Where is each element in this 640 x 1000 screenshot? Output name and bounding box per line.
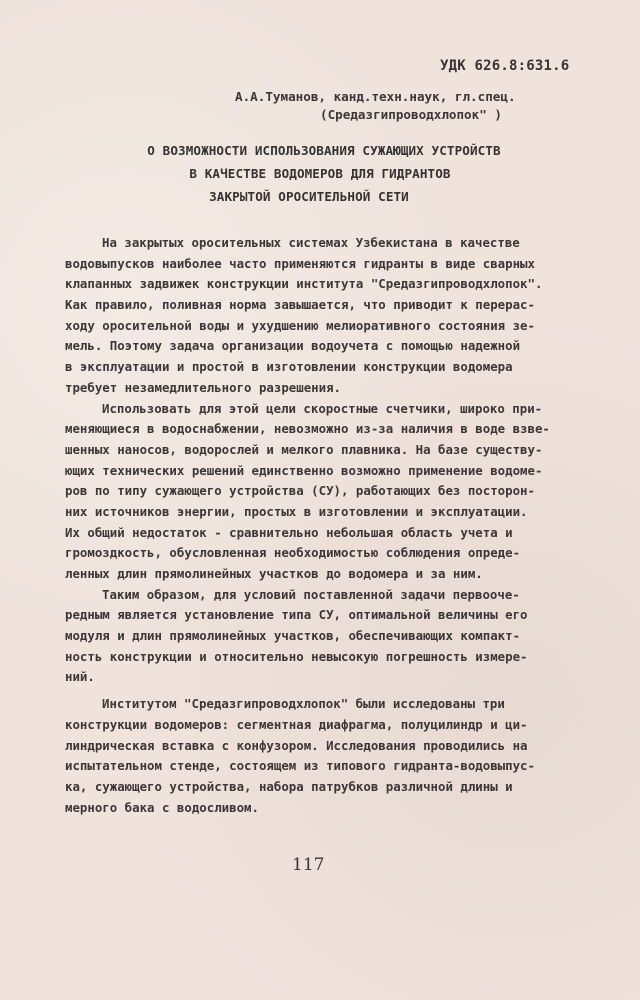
- text-line: ющих технических решений единственно возможно применение водоме-: [65, 462, 543, 478]
- text-line: в эксплуатации и простой в изготовлении конструкции водомера: [65, 359, 513, 375]
- text-line: Их общий недостаток - сравнительно небольшая область учета и: [65, 524, 513, 540]
- page-number: 117: [292, 855, 325, 875]
- text-line: громоздкость, обусловленная необходимостью соблюдения опреде-: [65, 545, 521, 561]
- title-line-1: О ВОЗМОЖНОСТИ ИСПОЛЬЗОВАНИЯ СУЖАЮЩИХ УСТРОЙСТВ: [147, 143, 501, 158]
- text-line: шенных наносов, водорослей и мелкого плавника. На базе существу-: [65, 441, 543, 457]
- text-line: Институтом "Средазгипроводхлопок" были исследованы три: [102, 696, 505, 712]
- text-line: мерного бака с водосливом.: [65, 799, 259, 815]
- text-line: редным является установление типа СУ, оптимальной величины его: [65, 607, 528, 623]
- text-line: мель. Поэтому задача организации водоучета с помощью надежной: [65, 338, 521, 354]
- text-line: меняющиеся в водоснабжении, невозможно из-за наличия в воде взве-: [65, 421, 550, 437]
- text-line: Как правило, поливная норма завышается, что приводит к перерас-: [65, 297, 535, 313]
- paragraph-1: [65, 233, 625, 399]
- text-line: ность конструкции и относительно невысокую погрешность измере-: [65, 648, 528, 664]
- article-title: [0, 139, 640, 208]
- text-line: них источников энергии, простых в изготовлении и эксплуатации.: [65, 503, 528, 519]
- title-line-3: ЗАКРЫТОЙ ОРОСИТЕЛЬНОЙ СЕТИ: [209, 189, 409, 204]
- text-line: водовыпусков наиболее часто применяются гидранты в виде сварных: [65, 255, 535, 271]
- text-line: линдрическая вставка с конфузором. Исследования проводились на: [65, 737, 528, 753]
- title-line-2: В КАЧЕСТВЕ ВОДОМЕРОВ ДЛЯ ГИДРАНТОВ: [189, 166, 451, 181]
- paragraph-2: [65, 399, 625, 585]
- text-line: ний.: [65, 669, 95, 685]
- text-line: ленных длин прямолинейных участков до водомера и за ним.: [65, 566, 483, 581]
- author-organization: (Средазгипроводхлопок" ): [320, 107, 502, 122]
- text-line: ходу оросительной воды и ухудшению мелиоративного состояния зе-: [65, 317, 535, 333]
- text-line: ка, сужающего устройства, набора патрубков различной длины и: [65, 778, 513, 794]
- paragraph-4: [65, 694, 625, 818]
- author-name-credentials: А.А.Туманов, канд.техн.наук, гл.спец.: [235, 89, 516, 104]
- text-line: ров по типу сужающего устройства (СУ), работающих без посторон-: [65, 483, 535, 499]
- udc-code: УДК 626.8:631.6: [440, 58, 570, 74]
- text-line: Таким образом, для условий поставленной задачи первооче-: [102, 586, 520, 602]
- paragraph-3: [65, 585, 625, 688]
- text-line: испытательном стенде, состоящем из типового гидранта-водовыпус-: [65, 758, 535, 774]
- text-line: На закрытых оросительных системах Узбекистана в качестве: [102, 235, 520, 250]
- text-line: клапанных задвижек конструкции института "Средазгипроводхлопок".: [65, 276, 543, 292]
- text-line: требует незамедлительного разрешения.: [65, 379, 342, 395]
- text-line: конструкции водомеров: сегментная диафрагма, полуцилиндр и ци-: [65, 716, 528, 732]
- text-line: модуля и длин прямолинейных участков, обеспечивающих компакт-: [65, 628, 521, 644]
- article-body: [65, 233, 625, 818]
- author-block: [235, 88, 516, 124]
- text-line: Использовать для этой цели скоростные счетчики, широко при-: [102, 400, 543, 416]
